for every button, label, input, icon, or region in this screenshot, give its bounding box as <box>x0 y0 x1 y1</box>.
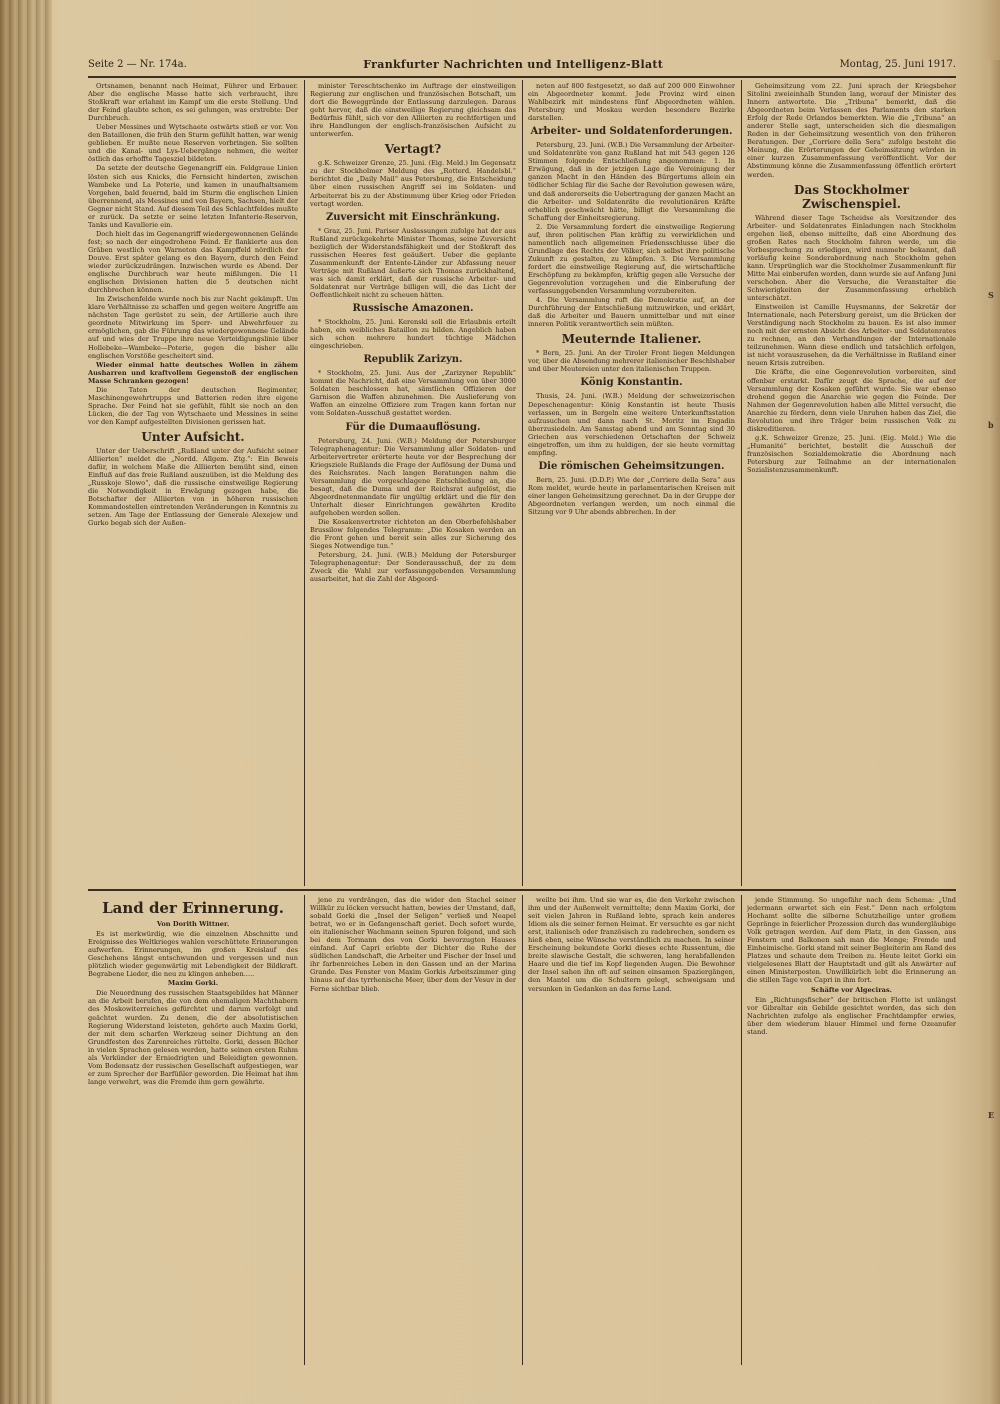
paragraph: * Graz, 25. Juni. Pariser Auslassungen zufolge hat der aus Rußland zurückgekehrte Minister Thomas, seine Zuversicht bezüglich der Widerstandsfähigkeit und der Stoßkraft des russischen Heeres fest geäußert. Ueber die geplante Zusammenkunft der Entente-Länder zur Abfassung neuer Verträge mit Rußland äußerte sich Thomas zurückhaltend, was sich damit erklärt, daß der russische Arbeiter- und Soldatenrat nur Verträge billigen will, die das Licht der Oeffentlichkeit nicht zu scheuen hätten. <box>310 226 516 299</box>
column-rule <box>522 80 523 886</box>
headline-zuversicht: Zuversicht mit Einschränkung. <box>325 211 501 223</box>
paragraph: Die Kosakenvertreter richteten an den Oberbefehlshaber Brussilow folgendes Telegramm: „Die Kosaken werden an die Front gehen und bereit sein alles zur Sicherung des Sieges Notwendige tun.“ <box>310 517 516 551</box>
paragraph: * Stockholm, 25. Juni. Aus der „Zarizyner Republik“ kommt die Nachricht, daß eine Versammlung von über 3000 Soldaten beschlossen hat, sämtlichen Offizieren der Garnison die Waffen abzunehmen. Die Auslieferung von Waffen an einzelne Offiziere zum Tragen kann fortan nur vom Soldaten-Ausschuß gestattet werden. <box>310 369 516 418</box>
headline-amazonen: Russische Amazonen. <box>352 303 474 315</box>
feuilleton-column-3 <box>528 896 735 1366</box>
paragraph: Thusis, 24. Juni. (W.B.) Meldung der schweizerischen Depeschenagentur: König Konstantin ist heute Thusis verlassen, um in Bergeln eine weitere Unterkunftsstation aufzusuchen und dann nach St. Moritz im Engadin überzusiedeln. Am Samstag abend und am Sonntag sind 30 Griechen aus verschiedenen Ortschaften der Schweiz eingetroffen, um ihm zu huldigen, der sie heute vormittag empfing. <box>528 392 735 457</box>
paragraph: jene zu verdrängen, das die wider den Stachel seiner Willkür zu löcken versucht hatten, bewies der Umstand, daß, sobald Gorki die „Insel der Seligen“ verließ und Neapel betrat, wo er in Gefangenschaft geriet. Doch sofort wurde, ein italienischer Wachmann seinen Spuren folgend, und sich bei dem Tormann des von Gorki bevorzugten Hauses einfand. Auf Capri erlebte der Dichter die Ruhe der südlichen Landschaft, die Arbeiter und Fischer der Insel und ihr farbenreiches Leben in den Gassen und an der Marina Grande. Das Fenster von Maxim Gorkis Arbeitszimmer ging hinaus auf das tyrrhenische Meer, über dem der Vesuv in der Ferne sichtbar blieb. <box>310 896 516 993</box>
paragraph: Ortsnamen, benannt nach Heimat, Führer und Erbauer. Aber die englische Masse hatte sich verbraucht, ihre Stoßkraft war erlahmt im Kampf um die erste Stellung. Und der Feind glaubte schon, es sei gelungen, was erstrebte: Der Durchbruch. <box>88 82 298 123</box>
newspaper-title: Frankfurter Nachrichten und Intelligenz-Blatt <box>363 57 664 71</box>
paragraph: jende Stimmung. So ungefähr nach dem Schema: „Und jedermann erwartet sich ein Fest.“ Denn nach erfolgtem Hochamt sollte die silberne Schutzheilige unter großem Gepränge in feierlicher Prozession durch das wundergläubige Volk getragen werden. Auf dem Platz, in den Gassen, aus Fenstern und Balkonen sah man die Menge; Fremde und Einheimische. Gorki stand mit seiner Begleiterin am Rand des Platzes und schaute dem Treiben zu. Heute leitet Gorki ein vielgelesenes Blatt der Hauptstadt und gilt als Anwärter auf einen Ministerposten. Unwillkürlich lebt die Erinnerung an die stillen Tage von Capri in ihm fort. <box>747 896 956 985</box>
article-column-4 <box>747 82 956 886</box>
paragraph: Petersburg, 24. Juni. (W.B.) Meldung der Petersburger Telegraphenagentur: Die Versammlung aller Soldaten- und Arbeitervertreter erörterte heute vor der Besprechung der Kriegsziele Rußlands die Frage der Auflösung der Duma und des Reichsrates. Nach langen Beratungen nahm die Versammlung die vorgeschlagene Entschließung an, die besagt, daß die Duma und der Reichsrat aufgelöst, die Abgeordnetenmandate für ungültig erklärt und die für den Unterhalt dieser Einrichtungen gewährten Kredite aufgehoben werden sollen. <box>310 436 516 517</box>
headline-meuternde-italiener: Meuternde Italiener. <box>561 332 702 347</box>
paragraph: minister Tereschtschenko im Auftrage der einstweiligen Regierung zur englischen und französischen Botschaft, um dort die Beweggründe der Entlassung darzulegen. Daraus geht hervor, daß die einstweilige Regierung gleichsam das Bedürfnis fühlt, sich vor den Alliierten zu rechtfertigen und ihre Handlungen der englisch-französischen Aufsicht zu unterwerfen. <box>310 82 516 139</box>
paragraph: * Bern, 25. Juni. An der Tiroler Front liegen Meldungen vor, über die Absendung mehrerer italienischer Beschlshaber und über Meutereien unter den italienischen Truppen. <box>528 349 735 374</box>
paragraph: Unter der Ueberschrift „Rußland unter der Aufsicht seiner Alliierten“ meldet die „Nordd. Allgem. Ztg.“: Ein Beweis dafür, in welchem Maße die Alliierten bemüht sind, einen Einfluß auf das freie Rußland auszuüben, ist die Meldung des „Russkoje Slowo“, daß die russische einstweilige Regierung die Notwendigkeit in Erwägung gezogen habe, die Botschafter der Alliierten von in höheren russischen Kommandostellen eintretenden Veränderungen in Kenntnis zu setzen. Am Tage der Entlassung der Generale Alexejew und Gurko begab sich der Außen- <box>88 446 298 528</box>
feuilleton-column-2 <box>310 896 516 1366</box>
article-column-1 <box>88 82 298 886</box>
issue-date: Montag, 25. Juni 1917. <box>839 58 956 70</box>
headline-algeciras: Schäfte vor Algeciras. <box>811 985 892 994</box>
headline-zarizyn: Republik Zarizyn. <box>363 354 463 366</box>
headline-dumaaufloesung: Für die Dumaauflösung. <box>345 421 481 433</box>
headline-unter-aufsicht: Unter Aufsicht. <box>141 429 245 444</box>
header-rule <box>88 76 956 78</box>
paragraph: Die Taten der deutschen Regimenter, Maschinengewehrtrupps und Batterien reden ihre eigene Sprache. Der Feind hat sie gefühlt, fühlt sie noch an den Lücken, die der Tag von Wytschaete und Messines in seine vor den Kampf aufgestellten Divisionen gerissen hat. <box>88 385 298 426</box>
bound-volume-edge <box>0 0 52 1404</box>
column-rule <box>522 895 523 1365</box>
feuilleton-column-1 <box>88 896 298 1366</box>
paragraph: Im Zwischenfelde wurde noch bis zur Nacht gekämpft. Um klare Verhältnisse zu schaffen und gegen weitere Angriffe am nächsten Tage gerüstet zu sein, der Artillerie auch ihre geordnete Mitwirkung im Sperr- und Abwehrfeuer zu ermöglichen, gab die Führung das wiedergewonnene Gelände auf und wies der Truppe ihre neue Verteidigungslinie über Hollebeke—Wambeke—Poterie, gegen die bisher alle englischen Vorstöße gescheitert sind. <box>88 295 298 360</box>
headline-vertagt: Vertagt? <box>384 142 442 157</box>
page-number: Seite 2 — Nr. 174a. <box>88 58 187 70</box>
paragraph: Da setzte der deutsche Gegenangriff ein. Feldgraue Linien lösten sich aus Knicks, die Fernsicht hinderten, zwischen Wambeke und La Poterie, und kamen in unaufhaltsamem Vorgehen, bald feuernd, bald im Sturm die englischen Linien überrennend, als Messines und von Bayern, Sachsen, hielt der Gegner nicht Stand. Auf diesem Teil des Schlachtfeldes mußte er zurück. Da setzte er seine letzten Infanterie-Reserven, Tanks und Kavallerie ein. <box>88 164 298 229</box>
paragraph: Wieder einmal hatte deutsches Wollen in zähem Ausharren und kraftvollem Gegenstoß der englischen Masse Schranken gezogen! <box>88 360 298 385</box>
paragraph: 4. Die Versammlung ruft die Demokratie auf, an der Durchführung der Entschließung mitzuwirken, und erklärt, daß die Arbeiter und Bauern unmittelbar und mit einer inneren Politik verantwortlich sein müßten. <box>528 296 735 329</box>
page-header <box>88 54 956 74</box>
paragraph: Die Kräfte, die eine Gegenrevolution vorbereiten, sind offenbar erstarkt. Dafür zeugt die Sprache, die auf der Versammlung der Kosaken geführt wurde. Sie war ebenso drohend gegen die Anarchie wie gegen die Feinde. Der Nahmen der Gegenrevolution haben alle Mittel versucht, die Anarchie zu fördern, denn viele Unruhen haben das Ziel, die Revolution und ihre Träger beim russischen Volk zu diskreditieren. <box>747 368 956 433</box>
paragraph: * Stockholm, 25. Juni. Kerenski soll die Erlaubnis erteilt haben, ein weibliches Bataillon zu bilden. Angeblich haben sich schon mehrere hundert tüchtige Mädchen eingeschrieben. <box>310 318 516 351</box>
feuilleton-author: Von Dorith Wittner. <box>156 920 230 928</box>
article-column-3 <box>528 82 735 886</box>
paragraph: Geheimsitzung vom 22. Juni sprach der Kriegsbeher Sitolini zweieinhalb Stunden lang, worauf der Minister des Innern antwortete. Die „Tribuna“ bemerkt, daß die Abgeordneten beim Verlassen des Parlaments den starken Erfolg der Rede Orlandos bemerkten. Wie die „Tribuna“ an anderer Stelle sagt, unterscheiden sich die diesmaligen Reden in der Geheimsitzung wesentlich von den früheren Beratungen. Der „Corriere della Sera“ zufolge besteht die Meinung, die Erörterungen der Geheimsitzung würden in einer kurzen Zusammenfassung veröffentlicht. Vor der Abstimmung könne die Zusammenfassung öffentlich erörtert werden. <box>747 82 956 179</box>
paragraph: Petersburg, 23. Juni. (W.B.) Die Versammlung der Arbeiter- und Soldatenräte von ganz Rußland hat mit 543 gegen 126 Stimmen folgende Entschließung angenommen: 1. In Erwägung, daß in der jetzigen Lage die Vereinigung der ganzen Macht in den Händen des Bürgertums allein ein tödlicher Schlag für die Sache der Revolution gewesen wäre, und daß andererseits die Uebertragung der ganzen Macht an die Arbeiter- und Soldatenräte die revolutionären Kräfte erheblich geschwächt hätte, billigt die Versammlung die Schaffung der Einheitsregierung. <box>528 141 735 222</box>
paragraph: Ueber Messines und Wytschaete ostwärts stieß er vor. Von den Bataillonen, die früh den Sturm gefühlt hatten, war wenig geblieben. Er mußte neue Reserven vorbringen. Sie sollten und die Kanal- und Lys-Uebergänge nehmen, die weiter östlich das erhoffte Tagesziel bildeten. <box>88 123 298 164</box>
feuilleton-column-4 <box>747 896 956 1366</box>
article-column-2 <box>310 82 516 886</box>
column-rule <box>741 895 742 1365</box>
paragraph: Während dieser Tage Tscheidse als Vorsitzender des Arbeiter- und Soldatenrates Einladungen nach Stockholm ergehen ließ, ebenso mitteilte, daß eine Abordnung des großen Rates nach Stockholm fahren werde, um die Vorbesprechung zu erledigen, wird nunmehr bekannt, daß vorläufig keine Sonderabordnung nach Stockholm gehen kann. Ursprünglich war die Stockholmer Zusammenkunft für Mitte Mai einberufen worden, dann wurde sie auf Anfang Juni verschoben. Aber die Versuche, die Veranstalter die Schwierigkeiten der Zusammenfassung erheblich unterschätzt. <box>747 213 956 303</box>
paragraph: weilte bei ihm. Und sie war es, die den Verkehr zwischen ihm und der Außenwelt vermittelte; denn Maxim Gorki, der seit vielen Jahren in Rußland lebte, sprach kein anderes Idiom als die seiner fernen Heimat. Er versuchte es gar nicht erst, italienisch oder französisch zu radebrechen, sondern es hieß eben, seine Wünsche verständlich zu machen. In seiner Erscheinung bekundete Gorki dieses echte Russentum, die breite slawische Gestalt, die schweren, lang herabfallenden Haare und die tief im Kopf liegenden Augen. Die Bewohner der Insel sahen ihn oft auf seinen einsamen Spaziergängen, den Mantel um die Schultern gelegt, schweigsam und versunken in Gedanken an das ferne Land. <box>528 896 735 993</box>
paragraph: Ein „Richtungsfischer“ der britischen Flotte ist unlängst vor Gibraltar ein Gebilde gesichtet worden, das sich den Nachrichten zufolge als englischer Frachtdampfer erwies, über dem wiederum blauer Himmel und ferne Ozeanufer stand. <box>747 995 956 1036</box>
paragraph: Es ist merkwürdig, wie die einzelnen Abschnitte und Ereignisse des Weltkrieges wahlen verschüttete Erinnerungen aufwerfen. Erinnerungen, im großen Kreislauf des Geschehens längst entschwunden und vergessen und nun plötzlich wieder gegenwärtig mit Lebendigkeit der Bildkraft. Begrabene Lieder, die neu zu klingen anheben..... <box>88 930 298 979</box>
headline-koenig-konstantin: König Konstantin. <box>580 377 683 389</box>
column-rule <box>304 895 305 1365</box>
headline-roemische-geheimsitzungen: Die römischen Geheimsitzungen. <box>538 460 725 472</box>
paragraph: 2. Die Versammlung fordert die einstweilige Regierung auf, ihren politischen Plan kräftig zu verwirklichen und namentlich nach allgemeinen Friedensschlusse über die Grundlage des Rechts der Völker, sich selbst ihre politische Zukunft zu gestalten, zu kämpfen. 3. Die Versammlung fordert die einstweilige Regierung auf, die wirtschaftliche Erschöpfung zu bekämpfen, kräftig gegen alle Versuche der Gegenrevolution vorzugehen und die Einberufung der verfassunggebenden Versammlung vorzubereiten. <box>528 222 735 296</box>
paragraph: Doch hielt das im Gegenangriff wiedergewonnenen Gelände fest; so nach der eingedrohene Feind. Er flankierte aus den Gräben westlich von Warneton das Kampffeld nördlich der Douve. Erst später gelang es den Bayern, durch den Feind wieder zurückzudrängen. Inzwischen wurde es Abend. Der englische Durchbruch war heute mißlungen. Die 11 englischen Divisionen hatten die 5 deutschen nicht durchbrechen können. <box>88 229 298 295</box>
edge-letter: E <box>988 1110 995 1120</box>
paragraph: g.K. Schweizer Grenze, 25. Juni. (Eig. Meld.) Wie die „Humanité“ berichtet, bestellt die Ausschuß der französischen Sozialdemokratie die Abordnung nach Petersburg zur Teilnahme an der internationalen Sozialistenzusammenkunft. <box>747 433 956 475</box>
feuilleton-rule <box>88 889 956 891</box>
feuilleton-title: Land der Erinnerung. <box>102 899 284 917</box>
paragraph: Petersburg, 24. Juni. (W.B.) Meldung der Petersburger Telegraphenagentur: Der Sonderausschuß, der zu dem Zweck die Wahl zur verfassunggebenden Versammlung ausarbeitet, hat die Zahl der Abgeord- <box>310 551 516 584</box>
paragraph: Bern, 25. Juni. (D.D.P.) Wie der „Corriere della Sera“ aus Rom meldet, wurde heute in parlamentarischen Kreisen mit einer langen Geheimsitzung gerechnet. Da in der Gruppe der Abgeordneten verlangen werden, um noch einmal die Sitzung vor 9 Uhr abends abbrechen. In der <box>528 475 735 517</box>
column-rule <box>741 80 742 886</box>
feuilleton-subhead: Maxim Gorki. <box>167 979 219 988</box>
paragraph: neten auf 800 festgesetzt, so daß auf 200 000 Einwohner ein Abgeordneter kommt. Jede Provinz wird einen Wahlbezirk mit mindestens fünf Abgeordneten wählen. Petersburg und Moskau werden besondere Bezirke darstellen. <box>528 82 735 123</box>
headline-stockholmer-zwischenspiel: Das Stockholmer Zwischenspiel. <box>794 182 909 211</box>
edge-letter: b <box>988 420 994 430</box>
edge-letter: S <box>988 290 994 300</box>
next-page-edge <box>988 60 1000 1404</box>
paragraph: Einstweilen ist Camille Huysmanns, der Sekretär der Internationale, nach Petersburg gereist, um die Brücken der Verständigung nach Stockholm zu bauen. Es ist also immer noch mit der ernsten Absicht des Arbeiter- und Soldatenrates zu rechnen, an den Verhandlungen der Internationale teilzunehmen. Wann diese endlich und tatsächlich erfolgen, ist nicht vorauszusehen, da die Verhältnisse in Rußland einer neuen Krisis zutreiben. <box>747 303 956 368</box>
paragraph: g.K. Schweizer Grenze, 25. Juni. (Eig. Meld.) Im Gegensatz zu der Stockholmer Meldung des „Rotterd. Handelsbl.“ berichtet die „Daily Mail“ aus Petersburg, die Entscheidung über einen russischen Angriff sei im Soldaten- und Arbeiterrat bis zu der Abstimmung über Krieg oder Frieden vertagt worden. <box>310 159 516 208</box>
paragraph: Die Neuordnung des russischen Staatsgebildes hat Männer an die Arbeit berufen, die von dem ehemaligen Machthabern des Moskowiterreiches gefürchtet und darum verfolgt und geächtet wurden. Zu denen, die der absolutistischen Regierung Widerstand leisteten, gehörte auch Maxim Gorki, der mit dem scharfen Werkzeug seiner Dichtung an den Grundfesten des Zarenreiches rüttelte. Gorki, dessen Bücher in vielen Sprachen gelesen werden, hatte seinen ersten Ruhm als Verkünder der Erniedrigten und Beleidigten gewonnen. Vom Bodensatz der russischen Gesellschaft aufgestiegen, war er zum Sprecher der Barfüßler geworden. Die Heimat hat ihm lange verwehrt, was die Fremde ihm gern gewährte. <box>88 989 298 1086</box>
headline-arbeiter-soldaten: Arbeiter- und Soldatenforderungen. <box>530 126 733 138</box>
column-rule <box>304 80 305 886</box>
